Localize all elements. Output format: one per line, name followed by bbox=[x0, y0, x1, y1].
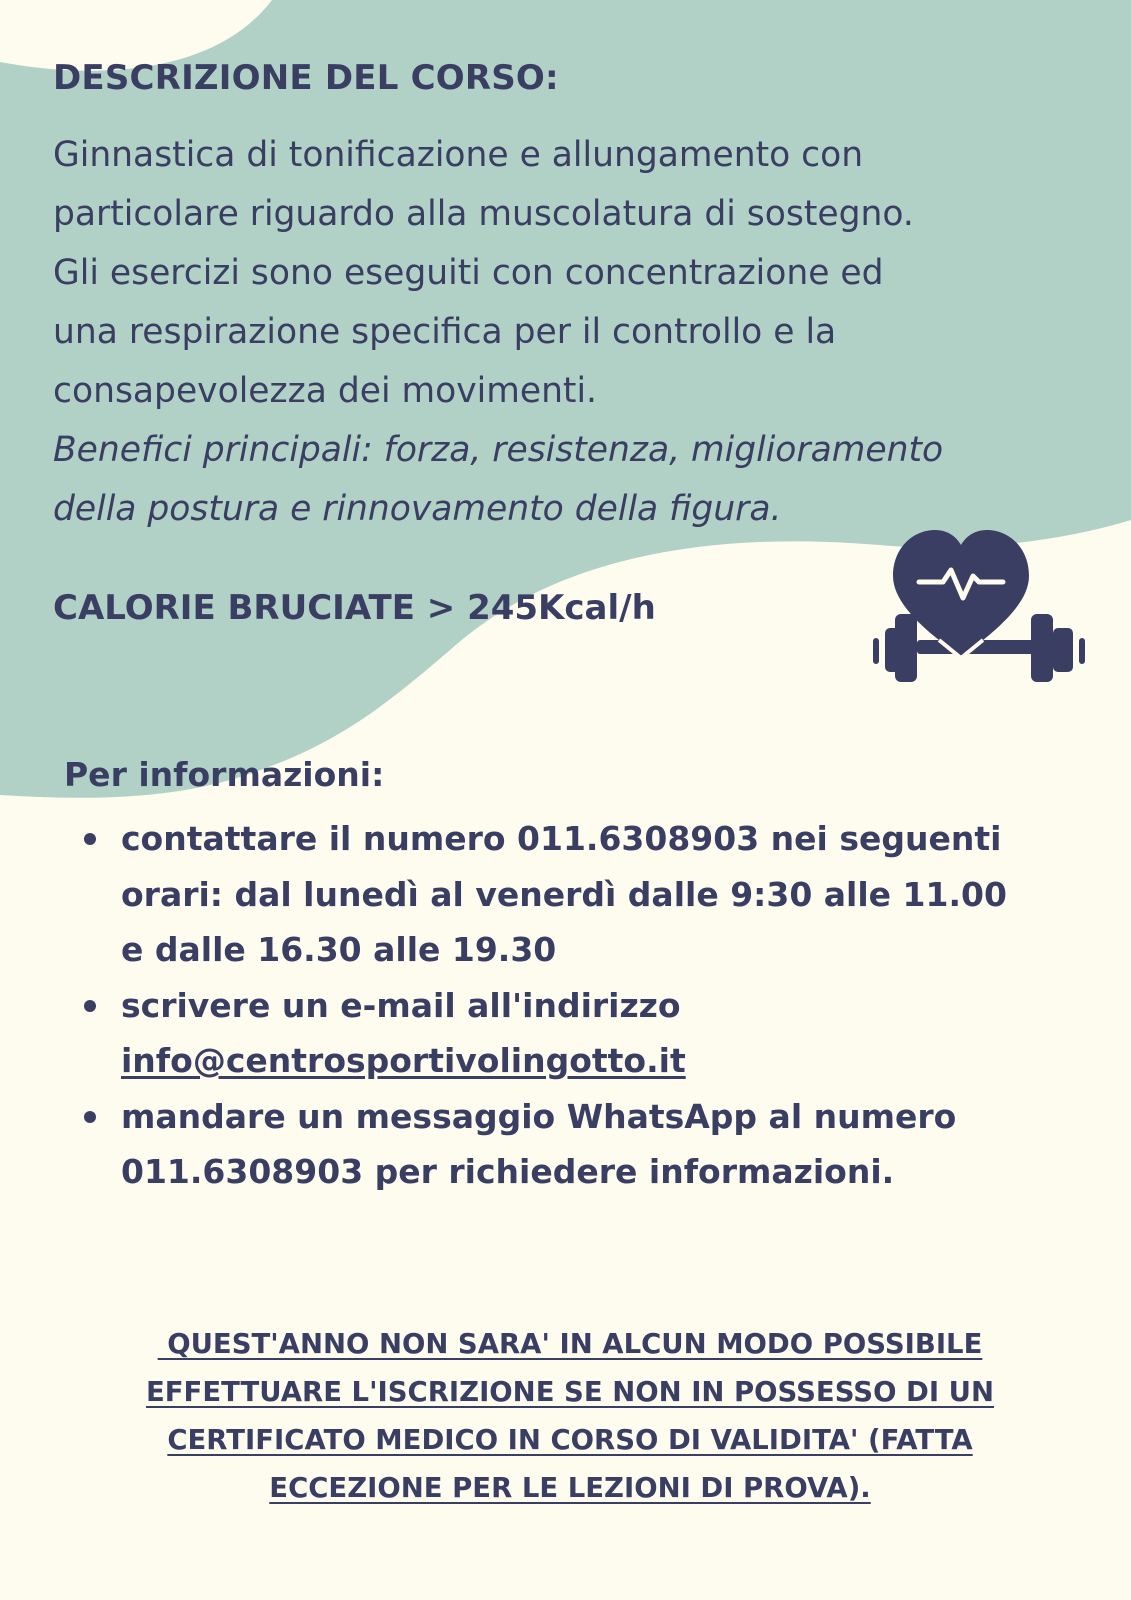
info-list bbox=[80, 811, 1007, 1200]
list-item bbox=[80, 811, 1007, 978]
notice-line: ECCEZIONE PER LE LEZIONI DI PROVA). bbox=[269, 1472, 871, 1504]
phone-item-line: e dalle 16.30 alle 19.30 bbox=[121, 930, 557, 969]
phone-item-line: contattare il numero 011.6308903 nei seguenti bbox=[121, 819, 1002, 858]
heart-dumbbell-icon bbox=[873, 530, 1085, 698]
whatsapp-item-line: mandare un messaggio WhatsApp al numero bbox=[121, 1096, 957, 1136]
medical-certificate-notice bbox=[70, 1320, 1070, 1512]
description-line: particolare riguardo alla muscolatura di sostegno. bbox=[53, 194, 914, 234]
course-heading: DESCRIZIONE DEL CORSO: bbox=[53, 58, 559, 98]
calories-burned: CALORIE BRUCIATE > 245Kcal/h bbox=[53, 588, 656, 628]
phone-item-line: orari: dal lunedì al venerdì dalle 9:30 alle 11.00 bbox=[121, 874, 1007, 914]
list-item bbox=[80, 978, 1007, 1089]
info-title: Per informazioni: bbox=[64, 755, 385, 794]
description-line: Ginnastica di tonificazione e allungamento con bbox=[53, 135, 864, 175]
course-description bbox=[53, 126, 1113, 539]
description-line: Gli esercizi sono eseguiti con concentrazione ed bbox=[53, 253, 884, 293]
email-link[interactable]: info@centrosportivolingotto.it bbox=[121, 1041, 686, 1080]
notice-line: CERTIFICATO MEDICO IN CORSO DI VALIDITA' (FATTA bbox=[167, 1424, 973, 1456]
email-item-text: scrivere un e-mail all'indirizzo bbox=[121, 985, 681, 1025]
bullet-icon bbox=[84, 1000, 96, 1012]
notice-line: QUEST'ANNO NON SARA' IN ALCUN MODO POSSIBILE bbox=[157, 1328, 983, 1360]
bullet-icon bbox=[84, 1111, 96, 1123]
benefits-line: Benefici principali: forza, resistenza, miglioramento bbox=[53, 430, 944, 470]
bullet-icon bbox=[84, 833, 96, 845]
list-item bbox=[80, 1089, 1007, 1200]
notice-line: EFFETTUARE L'ISCRIZIONE SE NON IN POSSESSO DI UN bbox=[145, 1376, 995, 1408]
description-line: una respirazione specifica per il controllo e la bbox=[53, 312, 837, 352]
benefits-line: della postura e rinnovamento della figura. bbox=[53, 489, 782, 529]
description-line: consapevolezza dei movimenti. bbox=[53, 371, 598, 411]
whatsapp-item-line: 011.6308903 per richiedere informazioni. bbox=[121, 1152, 895, 1191]
